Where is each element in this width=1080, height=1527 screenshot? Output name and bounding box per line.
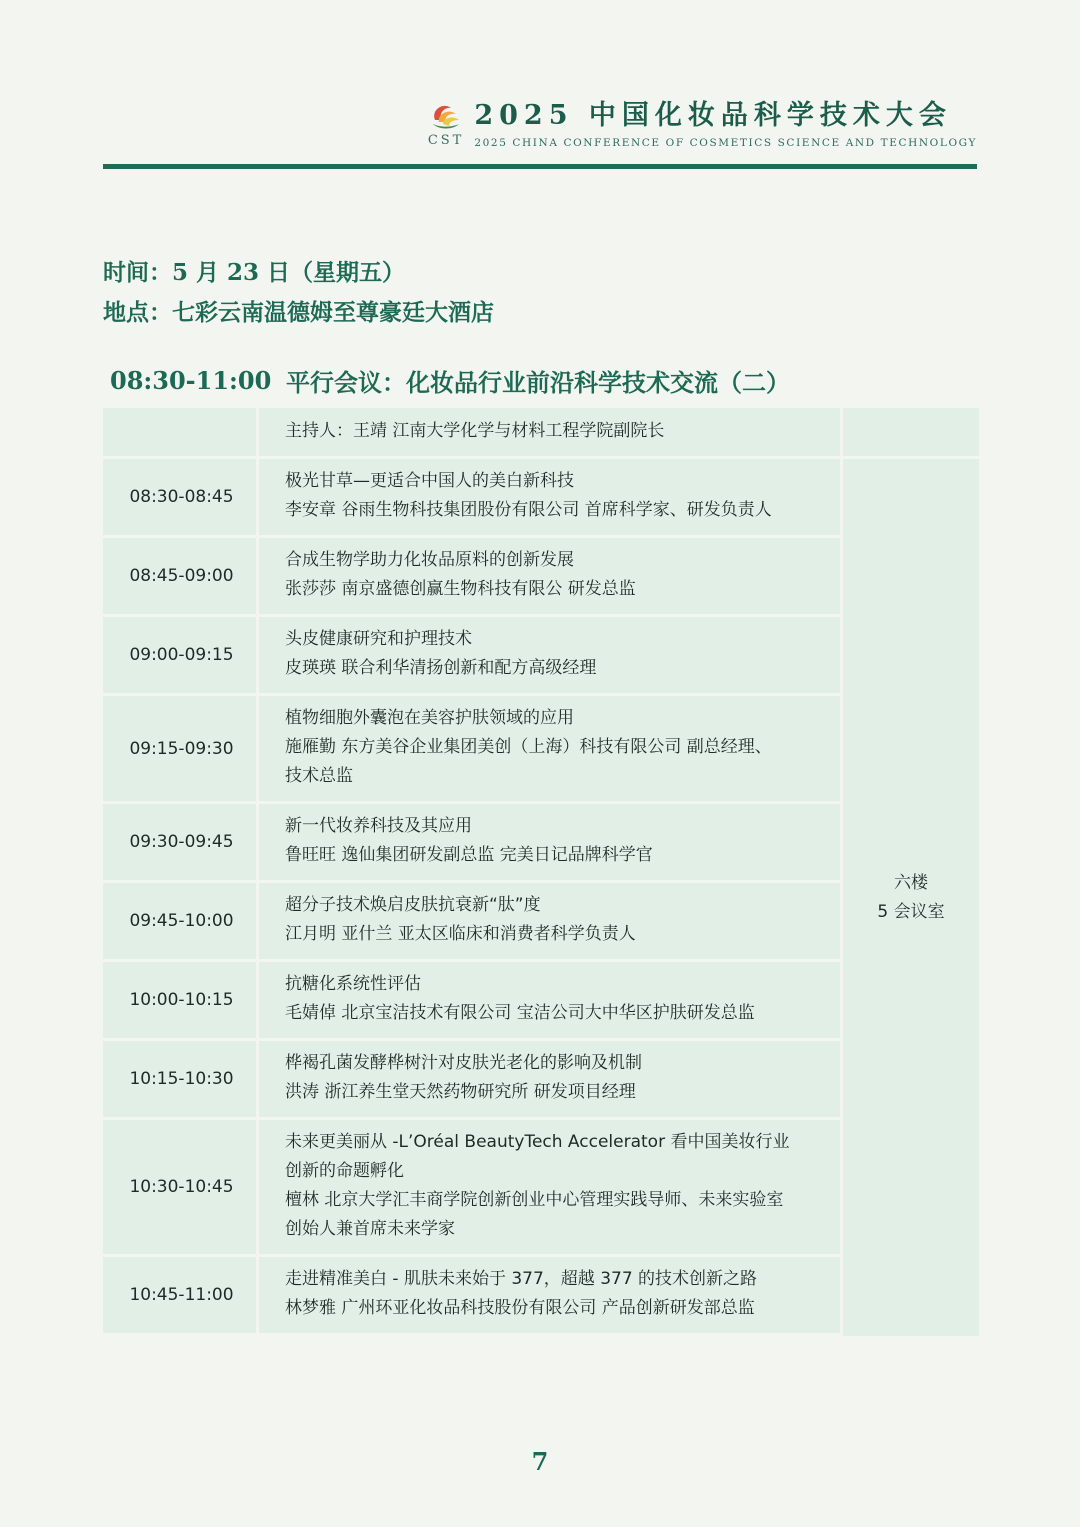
talk-title-line: 合成生物学助力化妆品原料的创新发展 xyxy=(285,550,574,570)
talk-time: 10:45-11:00 xyxy=(129,1285,234,1305)
conference-subtitle: 2025 CHINA CONFERENCE OF COSMETICS SCIENCE AND TECHNOLOGY xyxy=(474,137,977,149)
talk-speaker-line: 檀林 北京大学汇丰商学院创新创业中心管理实践导师、未来实验室 xyxy=(285,1190,784,1210)
talk-speaker-line: 技术总监 xyxy=(285,766,353,786)
talk-time: 09:45-10:00 xyxy=(129,911,234,931)
talk-speaker-line: 洪涛 浙江养生堂天然药物研究所 研发项目经理 xyxy=(285,1082,636,1102)
talk-cell xyxy=(259,1120,843,1257)
talk-time-cell xyxy=(103,459,259,538)
talk-time: 08:30-08:45 xyxy=(129,487,234,507)
talk-time: 09:00-09:15 xyxy=(129,645,234,665)
talk-time-cell xyxy=(103,696,259,804)
room-label xyxy=(843,869,979,927)
talk-time: 10:00-10:15 xyxy=(129,990,234,1010)
talk-cell xyxy=(259,1257,843,1336)
talk-details xyxy=(259,1120,840,1254)
conference-header xyxy=(428,96,977,149)
talk-title-line: 抗糖化系统性评估 xyxy=(285,974,421,994)
room-name: 5 会议室 xyxy=(877,901,945,922)
talk-speaker-line: 林梦雅 广州环亚化妆品科技股份有限公司 产品创新研发部总监 xyxy=(285,1298,755,1318)
event-meta xyxy=(103,253,494,333)
talk-time-cell xyxy=(103,1120,259,1257)
session-header xyxy=(110,360,980,400)
talk-details xyxy=(259,538,840,614)
talk-time: 10:15-10:30 xyxy=(129,1069,234,1089)
talk-title-line: 未来更美丽从 -L’Oréal BeautyTech Accelerator 看中国美妆行业 xyxy=(285,1132,790,1152)
logo-text: CST xyxy=(427,133,465,148)
host-cell xyxy=(259,408,843,459)
session-title: 平行会议：化妆品行业前沿科学技术交流（二） xyxy=(286,367,790,397)
talk-details xyxy=(259,1041,840,1117)
talk-cell xyxy=(259,696,843,804)
talk-time: 09:15-09:30 xyxy=(129,738,234,759)
talk-time-cell xyxy=(103,962,259,1041)
talk-speaker-line: 施雁勤 东方美谷企业集团美创（上海）科技有限公司 副总经理、 xyxy=(285,737,772,757)
talk-cell xyxy=(259,459,843,538)
talk-details xyxy=(259,1257,840,1333)
talk-speaker-line: 李安章 谷雨生物科技集团股份有限公司 首席科学家、研发负责人 xyxy=(285,500,772,520)
talk-cell xyxy=(259,804,843,883)
talk-details xyxy=(259,617,840,693)
talk-details xyxy=(259,962,840,1038)
header-divider xyxy=(103,164,977,169)
talk-speaker-line: 张莎莎 南京盛德创赢生物科技有限公 研发总监 xyxy=(285,579,636,599)
conference-title: 2025 中国化妆品科学技术大会 xyxy=(474,100,952,131)
talk-title-line: 桦褐孔菌发酵桦树汁对皮肤光老化的影响及机制 xyxy=(285,1053,642,1073)
host-time-cell xyxy=(103,408,259,459)
room-floor: 六楼 xyxy=(894,872,928,893)
host-text: 主持人：王靖 江南大学化学与材料工程学院副院长 xyxy=(285,421,665,441)
talk-title-line: 极光甘草—更适合中国人的美白新科技 xyxy=(285,471,574,491)
event-date: 时间：5 月 23 日（星期五） xyxy=(103,259,406,286)
talk-details xyxy=(259,696,840,801)
talk-speaker-line: 毛婧倬 北京宝洁技术有限公司 宝洁公司大中华区护肤研发总监 xyxy=(285,1003,755,1023)
talk-title-line: 头皮健康研究和护理技术 xyxy=(285,629,472,649)
talk-title-line: 新一代妆养科技及其应用 xyxy=(285,816,472,836)
talk-title-line: 走进精准美白 - 肌肤未来始于 377，超越 377 的技术创新之路 xyxy=(285,1269,758,1289)
talk-speaker-line: 鲁旺旺 逸仙集团研发副总监 完美日记品牌科学官 xyxy=(285,845,653,865)
talk-speaker-line: 创新的命题孵化 xyxy=(285,1161,404,1181)
talk-row xyxy=(103,459,979,538)
talk-time-cell xyxy=(103,1041,259,1120)
talk-time: 09:30-09:45 xyxy=(129,832,234,852)
talk-title-line: 超分子技术焕启皮肤抗衰新“肽”度 xyxy=(285,895,541,915)
host-room-cell xyxy=(843,408,979,459)
flower-logo-icon xyxy=(429,100,463,132)
event-venue: 地点：七彩云南温德姆至尊豪廷大酒店 xyxy=(103,299,494,326)
talk-details xyxy=(259,804,840,880)
talk-details xyxy=(259,459,840,535)
talk-cell xyxy=(259,883,843,962)
talk-cell xyxy=(259,538,843,617)
schedule-table xyxy=(103,408,979,1336)
talk-speaker-line: 皮瑛瑛 联合利华清扬创新和配方高级经理 xyxy=(285,658,597,678)
talk-cell xyxy=(259,1041,843,1120)
talk-time-cell xyxy=(103,804,259,883)
talk-time-cell xyxy=(103,538,259,617)
talk-time-cell xyxy=(103,883,259,962)
talk-cell xyxy=(259,962,843,1041)
talk-time: 10:30-10:45 xyxy=(129,1177,234,1197)
talk-details xyxy=(259,883,840,959)
talk-time: 08:45-09:00 xyxy=(129,566,234,586)
talk-title-line: 植物细胞外囊泡在美容护肤领域的应用 xyxy=(285,708,574,728)
session-time: 08:30-11:00 xyxy=(110,365,272,395)
room-cell xyxy=(843,459,979,1336)
talk-time-cell xyxy=(103,617,259,696)
talk-speaker-line: 江月明 亚什兰 亚太区临床和消费者科学负责人 xyxy=(285,924,636,944)
page-number: 7 xyxy=(531,1447,549,1476)
talk-cell xyxy=(259,617,843,696)
talk-time-cell xyxy=(103,1257,259,1336)
host-row xyxy=(103,408,979,459)
conference-logo xyxy=(428,100,465,148)
talk-speaker-line: 创始人兼首席未来学家 xyxy=(285,1219,455,1239)
